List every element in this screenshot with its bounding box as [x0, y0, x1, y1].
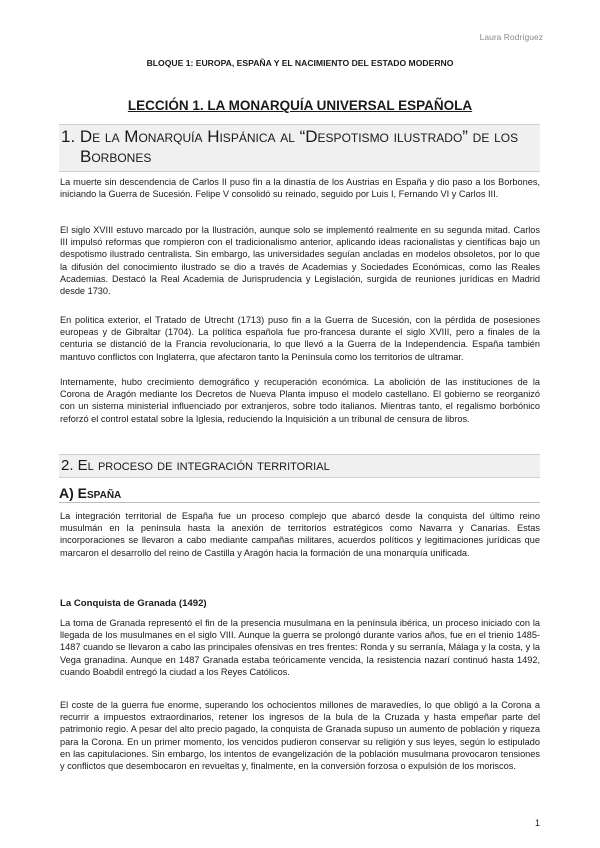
subsection-espana-heading: A) España [59, 485, 540, 503]
paragraph-territorial-integration: La integración territorial de España fue un proceso complejo que abarcó desde la conquista del último reino musulmán en la península hasta la anexión de territorios estratégicos como Navarra y Canarias. Estas incorporaciones se llevaron a cabo mediante campañas militares, acuerdos políticos y legitimaciones jurídicas que marcaron el desarrollo del reino de Castilla y Aragón hacia la formación de una monarquía unificada. [60, 511, 540, 558]
paragraph-enlightenment: El siglo XVIII estuvo marcado por la Ilustración, aunque solo se implementó realmente en su segunda mitad. Carlos III impulsó reformas que rompieron con el tradicionalismo anterior, aplicando ideas racionalistas y científicas bajo un despotismo ilustrado centralista. Sin embargo, las universidades seguían ancladas en modelos obsoletos, por lo que la difusión del conocimiento ilustrado se dio a través de Academias y Sociedades Económicas, como las Reales Academias. Destacó la Real Academia de Jurisprudencia y Legislación, surgida de reuniones jurídicas en Madrid desde 1730. [60, 225, 540, 297]
bloque-title: BLOQUE 1: EUROPA, ESPAÑA Y EL NACIMIENTO DEL ESTADO MODERNO [146, 58, 454, 68]
paragraph-succession: La muerte sin descendencia de Carlos II puso fin a la dinastía de los Austrias en España y dio paso a los Borbones, iniciando la Guerra de Sucesión. Felipe V consolidó su reinado, seguido por Luis I, Fernando VI y Carlos III. [60, 177, 540, 200]
section-1-heading [59, 124, 540, 172]
page-number: 1 [534, 818, 540, 828]
paragraph-granada-conquest: La toma de Granada representó el fin de la presencia musulmana en la península ibérica, un proceso iniciado con la llegada de los musulmanes en el siglo VIII. Aunque la guerra se prolongó durante varios años, fue en el trienio 1485-1487 cuando se llevaron a cabo las principales ofensivas en tres frentes: Ronda y su serranía, Málaga y la costa, y la Vega granadina. Aunque en 1487 Granada estaba teóricamente vencida, la resistencia nazarí continuó hasta 1492, cuando Boabdil entregó la ciudad a los Reyes Católicos. [60, 618, 540, 677]
author-header: Laura Rodríguez [479, 32, 543, 42]
paragraph-granada-cost: El coste de la guerra fue enorme, superando los ochocientos millones de maravedíes, lo que obligó a la Corona a recurrir a impuestos extraordinarios, retener los ingresos de la bula de la Cruzada y hasta empeñar parte del patrimonio regio. A pesar del alto precio pagado, la conquista de Granada supuso un aumento de población y riqueza para la Corona. En un primer momento, los vencidos pudieron conservar su religión y sus leyes, según lo estipulado en las capitulaciones. Sin embargo, los intentos de evangelización de la población musulmana provocaron tensiones y conflictos que desembocaron en revueltas y, finalmente, en la conversión forzosa o expulsión de los moriscos. [60, 700, 540, 772]
section-1-title-line1: 1. De la Monarquía Hispánica al “Despotismo ilustrado” de los [61, 127, 519, 146]
paragraph-internal-policy: Internamente, hubo crecimiento demográfico y recuperación económica. La abolición de las instituciones de la Corona de Aragón mediante los Decretos de Nueva Planta impuso el modelo castellano. El gobierno se reorganizó con un sistema ministerial influenciado por extranjeros, sobre todo italianos. Mientras tanto, el regalismo borbónico reforzó el control estatal sobre la Iglesia, reduciendo la Inquisición a un tribunal de censura de libros. [60, 377, 540, 424]
lesson-title [0, 98, 600, 113]
section-1-title-line2: Borbones [80, 147, 152, 166]
lesson-title-text: LECCIÓN 1. LA MONARQUÍA UNIVERSAL ESPAÑOLA [127, 98, 473, 113]
section-2-title: 2. El proceso de integración territorial [61, 457, 330, 474]
section-2-heading [59, 454, 540, 478]
paragraph-foreign-policy: En política exterior, el Tratado de Utrecht (1713) puso fin a la Guerra de Sucesión, con la pérdida de posesiones europeas y de Gibraltar (1704). La política española fue pro-francesa durante el siglo XVIII, pero a finales de la centuria se distanció de la Francia revolucionaria, lo que llevó a la Guerra de la Independencia. España también mantuvo conflictos con Inglaterra, que afectaron tanto la Península como los territorios de ultramar. [60, 315, 540, 362]
granada-heading: La Conquista de Granada (1492) [60, 598, 207, 609]
